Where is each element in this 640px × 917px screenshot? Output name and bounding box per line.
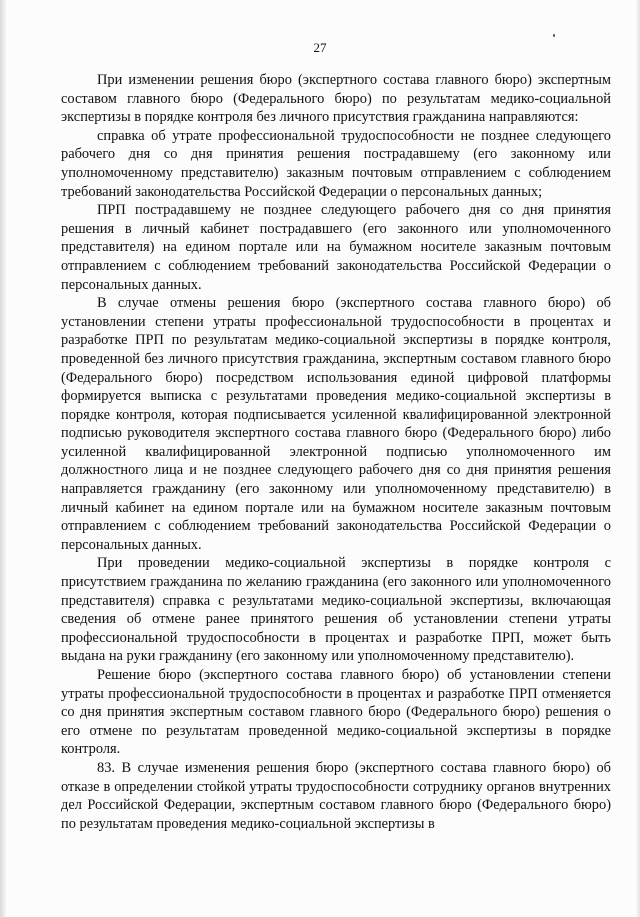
scan-edge-left xyxy=(0,0,6,917)
scan-edge-right xyxy=(636,0,640,917)
paragraph: справка об утрате профессиональной трудоспособности не позднее следующего рабочего дня со дня принятия решения пострадавшему (его законному или уполномоченному представителю) заказным почтовым отправлением с соблюдением требований законодательства Российской Федерации о персональных данных; xyxy=(61,127,611,200)
paragraph: В случае отмены решения бюро (экспертного состава главного бюро) об установлении степени утраты профессиональной трудоспособности в процентах и разработке ПРП по результатам медико-социальной экспертизы в порядке контроля, проведенной без личного присутствия гражданина, экспертным составом главного бюро (Федерального бюро) посредством использования единой цифровой платформы формируется выписка с результатами проведения медико-социальной экспертизы в порядке контроля, которая подписывается усиленной квалифицированной электронной подписью руководителя экспертного состава главного бюро (Федерального бюро) либо усиленной квалифицированной электронной подписью уполномоченного им должностного лица и не позднее следующего рабочего дня со дня принятия решения направляется гражданину (его законному или уполномоченному представителю) в личный кабинет на едином портале или на бумажном носителе заказным почтовым отправлением с соблюдением требований законодательства Российской Федерации о персональных данных. xyxy=(61,295,611,553)
paragraph: При проведении медико-социальной экспертизы в порядке контроля с присутствием гражданина по желанию гражданина (его законного или уполномоченного представителя) справка с результатами медико-социальной экспертизы, включающая сведения об отмене ранее принятого решения об установлении степени утраты профессиональной трудоспособности в процентах и разработке ПРП, может быть выдана на руки гражданину (его законному или уполномоченному представителю). xyxy=(61,555,611,665)
paragraph: Решение бюро (экспертного состава главного бюро) об установлении степени утраты профессиональной трудоспособности в процентах и разработке ПРП отменяется со дня принятия экспертным составом главного бюро (Федерального бюро) решения о его отмене по результатам проведенной медико-социальной экспертизы в порядке контроля. xyxy=(61,667,611,758)
document-body xyxy=(61,71,611,833)
paragraph: При изменении решения бюро (экспертного состава главного бюро) экспертным составом главного бюро (Федерального бюро) по результатам медико-социальной экспертизы в порядке контроля без личного присутствия гражданина направляются: xyxy=(61,72,611,126)
page-number: 27 xyxy=(313,40,327,55)
paragraph: 83. В случае изменения решения бюро (экспертного состава главного бюро) об отказе в определении стойкой утраты трудоспособности сотруднику органов внутренних дел Российской Федерации, экспертным составом главного бюро (Федерального бюро) по результатам проведения медико-социальной экспертизы в xyxy=(61,759,611,832)
scan-speck xyxy=(553,34,555,37)
paragraph: ПРП пострадавшему не позднее следующего рабочего дня со дня принятия решения в личный кабинет пострадавшего (его законного или уполномоченного представителя) на едином портале или на бумажном носителе заказным почтовым отправлением с соблюдением требований законодательства Российской Федерации о персональных данных. xyxy=(61,202,611,293)
